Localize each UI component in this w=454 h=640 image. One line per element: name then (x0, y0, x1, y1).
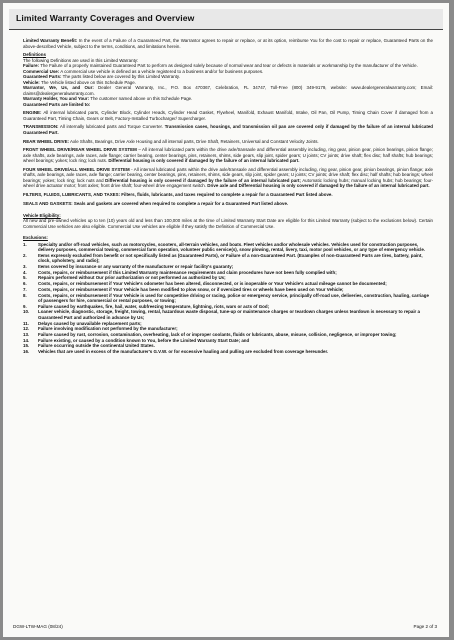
item-text: Failure involving modification not performed by the manufacturer; (38, 326, 178, 332)
item-text: Costs, repairs, or reimbursement if Your Vehicle is used for competitive driving or racing, police or emergency service, principally off-road use, deliveries, construction, hauling, carriage of passengers for hire, commercial or rental purposes, or towing; (38, 292, 429, 303)
definitions-intro: The following Definitions are used in this Limited Warranty: (23, 57, 139, 63)
definition-term: Commercial Use: (23, 68, 60, 74)
coverage-emphasis: Drive axle and Differential housing is only covered if damaged by the failure of an internal lubricated part. (207, 183, 430, 189)
list-item (23, 281, 433, 287)
item-number: 10. (23, 309, 30, 315)
coverage-text: All internally lubricated parts and Torque Converter. (59, 124, 164, 130)
coverage-text: - All internal lubricated parts within the drive axle/transaxle and differential assembly including, ring gear, pinion gear, pinion bearings, pinion flange; axle shafts, axle bearings, axle races, axle flange; carrier bearing, center bearings, pins, retainers, shims, side gears, slip joint, spider gears; U joints; CV joints; drive shaft; flex disc; half shafts; hub bearings; wheel bearings; yokes; lock ring; lock nuts and (23, 166, 433, 183)
coverage-front-wheel-drive (23, 147, 433, 164)
item-number: 12. (23, 326, 30, 332)
item-number: 4. (23, 269, 27, 275)
coverage-engine (23, 110, 433, 121)
item-text: Delays caused by unavailable replacement parts; (38, 320, 142, 326)
item-number: 3. (23, 264, 27, 270)
item-number: 5. (23, 275, 27, 281)
item-text: Specialty and/or off-road vehicles, such as motorcycles, scooters, all-terrain vehicles, and boats. Fleet vehicles and/or wholesale vehicles. Vehicles used for construction purposes, delivery purposes, commercial towing, commercial farm operation, volunteer public service(s), snow plowing, rental, livery, taxi, motor pool vehicles, or any type of emergency vehicle. (38, 241, 426, 253)
benefit-text: In the event of a Failure of a Guaranteed Part, the Warrantor agrees to repair or replace, or at its option, reimburse You for the cost to repair or replace, Guaranteed Parts on the above-described Vehicle, subject to the terms, conditions, and limitations herein. (23, 38, 433, 49)
item-number: 1. (23, 241, 27, 247)
list-item (23, 242, 433, 253)
item-number: 15. (23, 343, 30, 349)
coverage-label: TRANSMISSION: (23, 124, 59, 130)
item-text: Vehicles that are used in excess of the manufacturer's G.V.W. or for excessive hauling and pulling are excluded from coverage hereunder. (38, 349, 329, 354)
definition-text: The Failure of a properly maintained Guaranteed Part to perform as designed solely because of normal wear and tear or defects in materials or workmanship by the manufacturer of the Vehicle. (40, 63, 418, 69)
definition-term: Warranty Holder, You and Your: (23, 96, 90, 102)
coverage-label: ENGINE: (23, 110, 42, 116)
item-number: 8. (23, 292, 27, 298)
coverage-emphasis: Transmission cases, housings, and transmission oil pan are covered only if damaged by the failure of an internal lubricated Guaranteed Part. (23, 124, 433, 135)
item-number: 16. (23, 349, 30, 354)
item-text: Costs, repairs, or reimbursement if this Limited Warranty maintenance requirements and claim procedures have not been fully complied with; (38, 269, 337, 275)
list-item (23, 326, 433, 332)
item-text: Failure caused by rust, corrosion, contamination, overheating, lack of or improper coolants, fluids or lubricants, abuse, misuse, collision, negligence, or improper towing; (38, 331, 397, 337)
list-item (23, 253, 433, 264)
definition-term: Vehicle: (23, 79, 40, 85)
definition-text: The parts listed below are covered by this Limited Warranty. (62, 74, 181, 80)
coverage-text: Automatic locking hubs; manual locking hubs; hub bearings; four-wheel drive actuator motor; front axles; front drive shaft; four-wheel drive engagement switch. (23, 177, 434, 189)
definition-text: A commercial use vehicle is defined as a vehicle registered to a business and/or for business purposes. (60, 68, 264, 74)
item-number: 2. (23, 252, 27, 258)
document-title: Limited Warranty Coverages and Overview (16, 13, 195, 23)
eligibility-heading: Vehicle Eligibility: (23, 212, 61, 218)
coverage-label: FRONT WHEEL DRIVE/REAR WHEEL DRIVE SYSTEM (23, 147, 137, 153)
definition-term: Guaranteed Parts: (23, 74, 62, 80)
item-text: Repairs performed without Our prior authorization or not performed as authorized by Us; (38, 275, 226, 281)
item-number: 11. (23, 320, 29, 326)
list-item (23, 304, 433, 310)
form-code: DGW-LTW-MAG (08/24) (13, 624, 63, 629)
definition-text: Dealer General Warranty, Inc., P.O. Box 470367, Celebration, FL 34747, Toll-Free (800) 349-9179, website: www.dealergeneralwarranty.com; Email: claims@dealergeneralwarranty.com. (23, 85, 434, 96)
definitions-closing: Guaranteed Parts are limited to: (23, 101, 91, 107)
exclusions-heading: Exclusions: (23, 235, 48, 241)
coverage-text: Seals and gaskets are covered when required to complete a repair for a Guaranteed Part listed above. (73, 200, 289, 206)
coverage-seals-gaskets (23, 201, 433, 207)
list-item (23, 287, 433, 293)
definitions-heading: Definitions (23, 52, 46, 58)
list-item (23, 270, 433, 276)
item-text: Failure caused by earthquakes, fire, hail, water, subfreezing temperature, lightning, riots, wars or acts of God; (38, 303, 270, 309)
list-item (23, 338, 433, 344)
definition-item (23, 85, 433, 96)
definition-term: Failure: (23, 63, 40, 69)
coverage-text: Axle Shafts, Bearings, Drive Axle Housing and all internal parts, Drive Shaft, Retainers, Universal and Constant Velocity Joints. (70, 138, 319, 144)
coverage-text: – All internal lubricated parts within the drive axle/transaxle and differential assembly including, ring gear, pinion gear, pinion bearings, pinion flange; axle shafts, axle bearings, axle races, axle flange; carrier bearing, center bearings, pins, retainers, shims, side gears, slip joint, spider gears; U joints; CV joints; drive shaft; flex disc; half shafts; hub bearings; wheel bearings; yokes; lock ring; lock nuts. (23, 147, 433, 164)
eligibility-text: All new and pre-owned vehicles up to ten (10) years old and less than 100,000 miles at the time of Limited Warranty Start Date are eligible for this Limited Warranty (subject to the exclusions below). Certain Commercial Use vehicles are also eligible. Commercial Use vehicles are eligible if they satisfy the Definition of Commercial Use. (23, 218, 433, 229)
list-item (23, 343, 433, 349)
item-number: 9. (23, 303, 27, 309)
item-text: Failure existing, or caused by a condition known to You, before the Limited Warranty Start Date; and (38, 337, 250, 343)
list-item (23, 321, 433, 327)
list-item (23, 309, 433, 320)
benefit-label: Limited Warranty Benefit: (23, 38, 78, 43)
definition-term: Warrantor, We, Us, and Our: (23, 85, 94, 91)
coverage-text: All internal lubricated parts, Cylinder Block, Cylinder Heads, Cylinder Head Gasket, Flywheel, Manifold, Exhaust Manifold, Intake, Oil Pan, Oil Pump, Timing Chain Cover if damaged from a Guaranteed Part, Timing Chain, Gears or Belt, Factory-Installed Turbocharger/ Supercharger. (23, 110, 433, 121)
list-item (23, 264, 433, 270)
definition-text: The Vehicle listed above on this Schedule Page. (40, 79, 136, 85)
item-number: 7. (23, 286, 27, 292)
list-item (23, 275, 433, 281)
coverage-four-wheel-drive (23, 167, 433, 189)
coverage-text: Filters, fluids, lubricants, and taxes required to complete a repair for a Guaranteed Part listed above. (121, 192, 333, 198)
coverage-filters-fluids (23, 192, 433, 198)
definition-text: The customer named above on this Schedule Page. (90, 96, 193, 102)
item-text: Items covered by insurance or any warranty of the manufacturer or repair facility's guaranty; (38, 264, 234, 270)
item-number: 6. (23, 281, 27, 287)
definitions-section (23, 52, 433, 107)
coverage-label: SEALS AND GASKETS: (23, 200, 73, 206)
coverage-label: REAR WHEEL DRIVE: (23, 138, 70, 144)
item-text: Costs, repairs, or reimbursement if Your Vehicle has been modified to plow snow, or if oversized tires or wheels have been used on Your Vehicle; (38, 286, 344, 292)
exclusions-list (23, 242, 433, 355)
list-item (23, 293, 433, 304)
document-page (3, 3, 449, 637)
item-text: Costs, repairs, or reimbursement if Your Vehicle's odometer has been altered, disconnected, or is inoperable or Your Vehicle's actual mileage cannot be documented; (38, 281, 387, 287)
document-body (23, 38, 433, 355)
page-number: Page 2 of 3 (413, 624, 437, 629)
item-text: Loaner vehicle, diagnostic, storage, freight, towing, rental, hazardous waste disposal, tune-up or maintenance charges or teardown charges unless teardown is necessary to repair a Guaranteed Part and authorized in advance by Us; (38, 309, 420, 320)
list-item (23, 349, 433, 355)
coverage-label: FOUR WHEEL DRIVE/ALL WHEEL DRIVE SYSTEM (23, 166, 130, 172)
item-text: Failure occurring outside the continental United States. (38, 343, 155, 349)
coverage-label: FILTERS, FLUIDS, LUBRICANTS, AND TAXES: (23, 192, 121, 198)
coverage-emphasis: Differential housing is only covered if damaged by the failure of an internal lubricated part. (108, 158, 300, 164)
coverage-emphasis: Differential housing is only covered if damaged by the failure of an internal lubricated part; (105, 177, 301, 183)
coverage-transmission (23, 124, 433, 135)
list-item (23, 332, 433, 338)
item-number: 14. (23, 337, 30, 343)
coverage-rear-wheel-drive (23, 139, 433, 145)
item-text: Items expressly excluded from benefit or not specifically listed as (Guaranteed Parts), or Failure of a non-Guaranteed Part. (Examples of non-Guaranteed Parts are tires, battery, paint, clock, upholstery, and radio); (38, 252, 423, 264)
item-number: 13. (23, 331, 30, 337)
benefit-paragraph (23, 38, 433, 49)
